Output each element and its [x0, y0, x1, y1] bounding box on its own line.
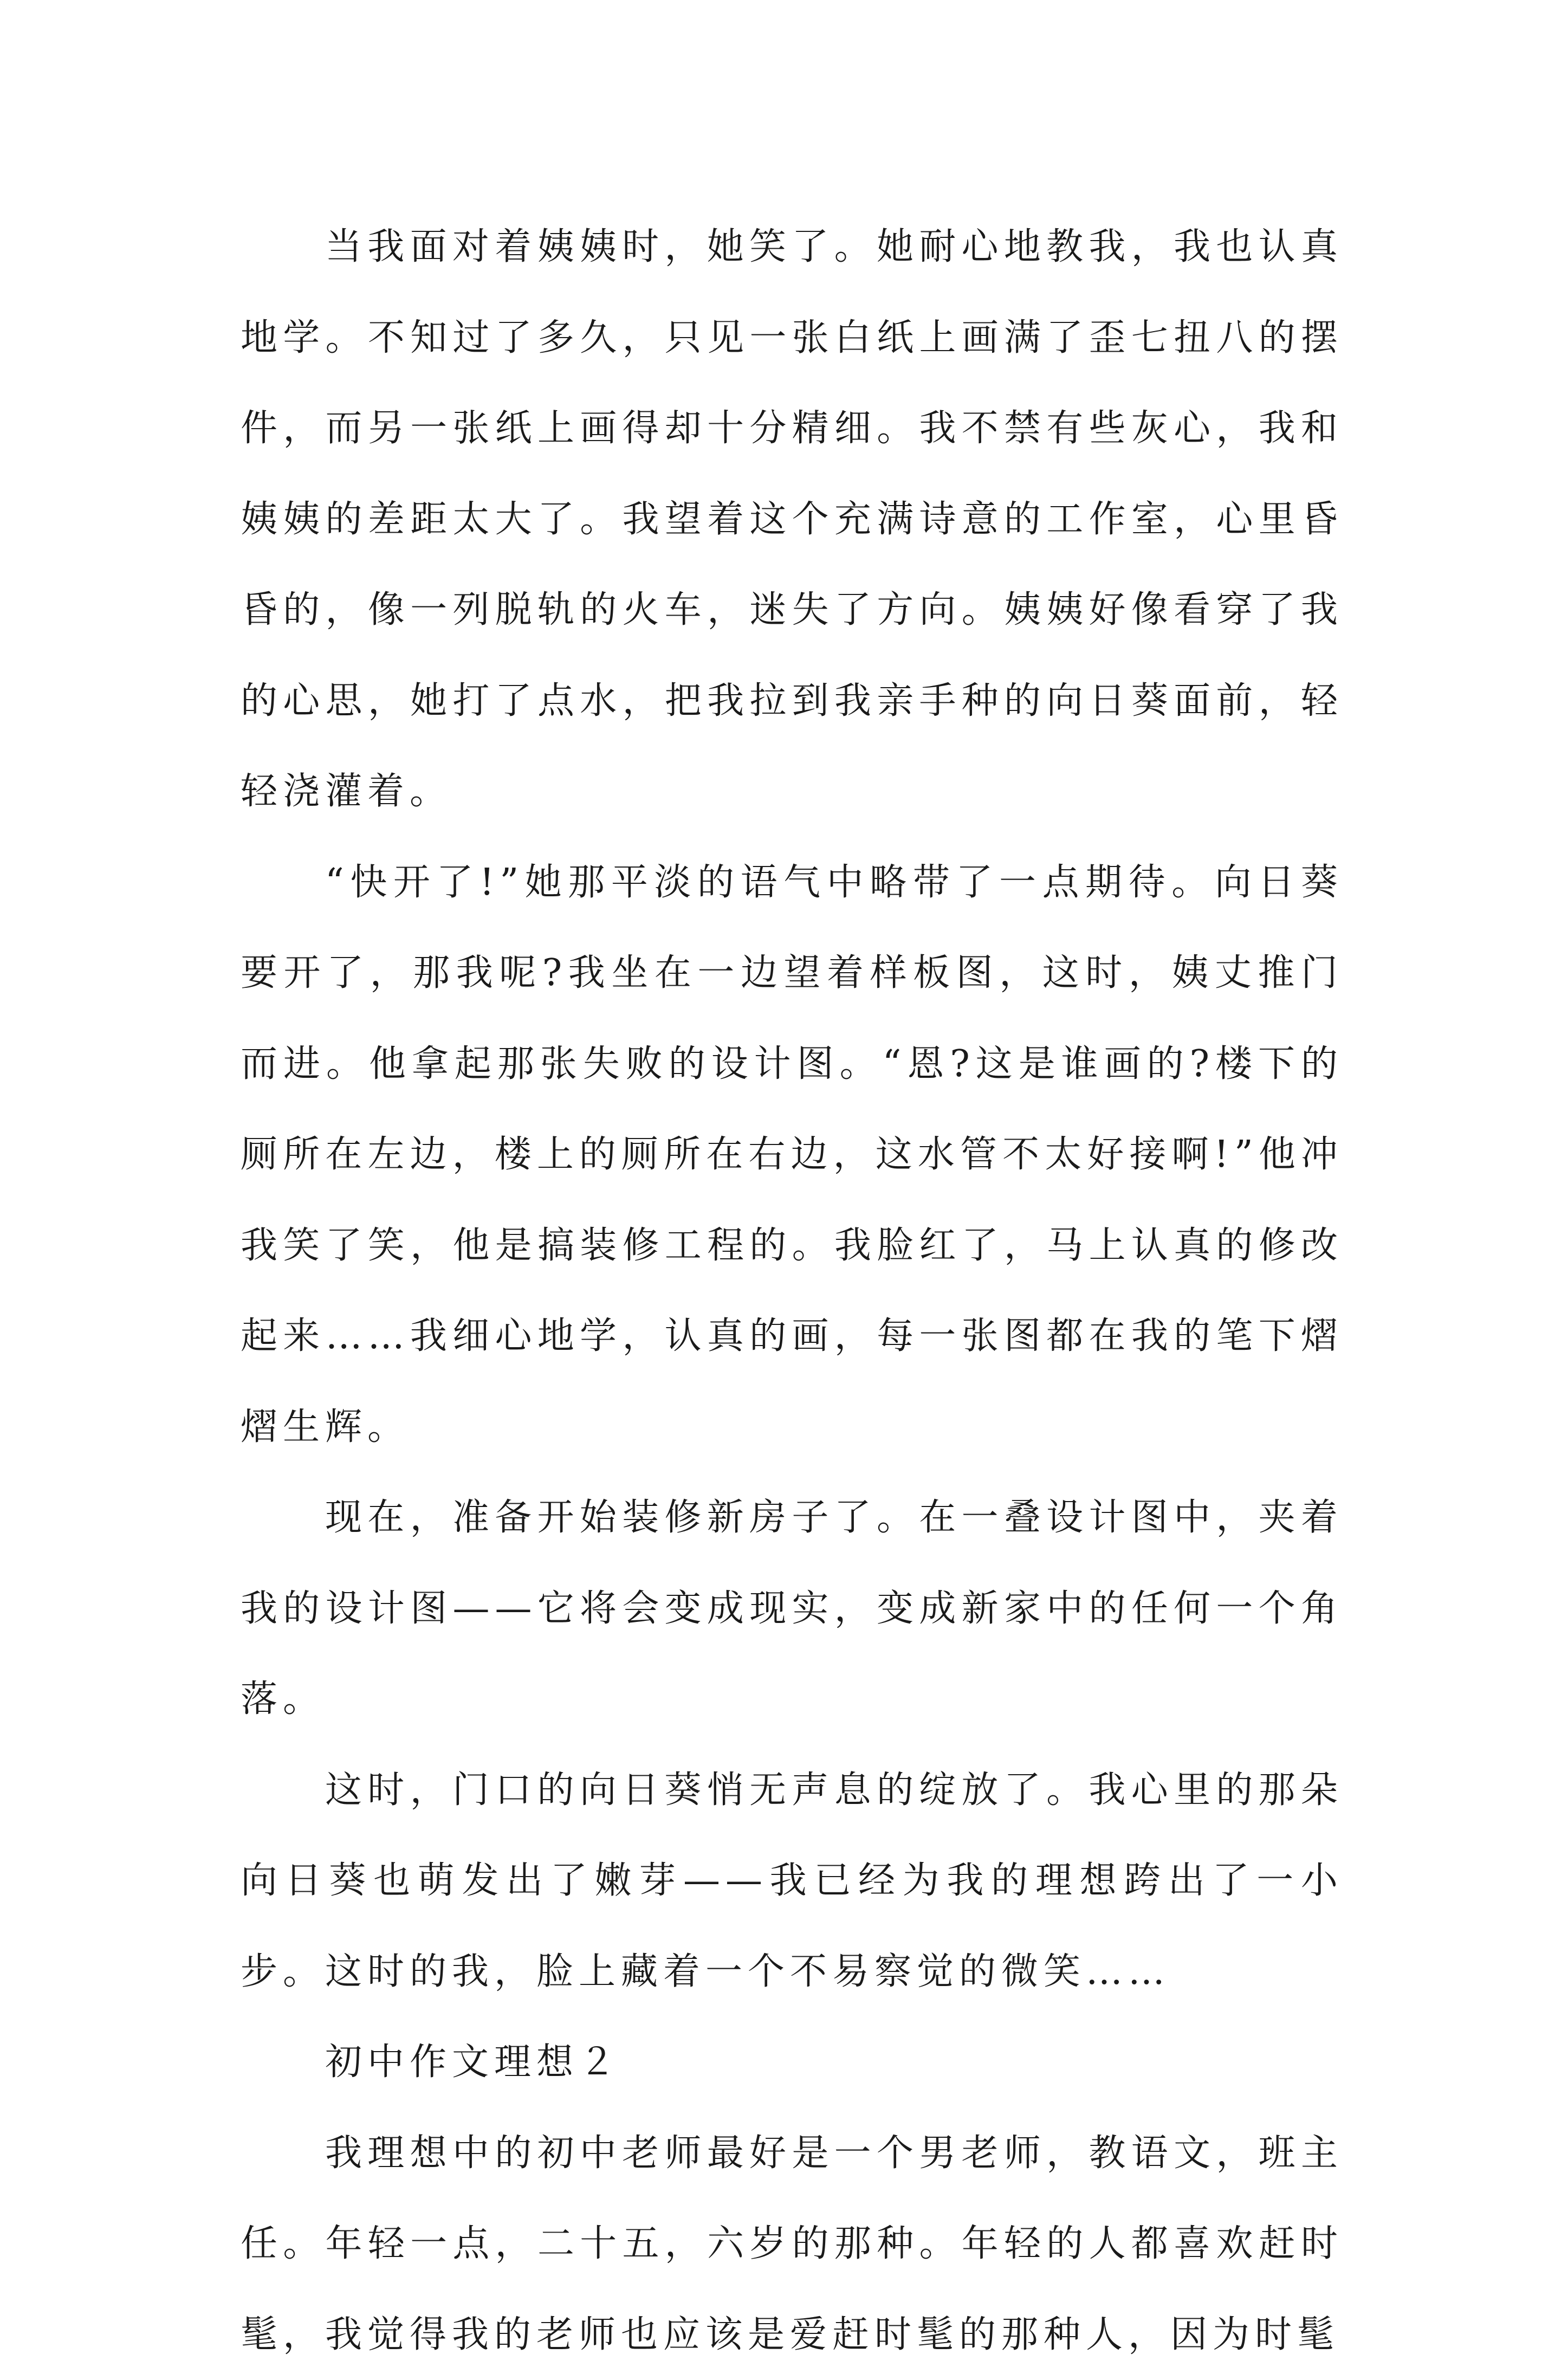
body-text [241, 202, 1343, 2380]
paragraph-4: 这时，门口的向日葵悄无声息的绽放了。我心里的那朵向日葵也萌发出了嫩芽——我已经为我的理想跨出了一小步。这时的我，脸上藏着一个不易察觉的微笑…… [241, 1745, 1343, 2017]
paragraph-2: “快开了!”她那平淡的语气中略带了一点期待。向日葵要开了，那我呢?我坐在一边望着样板图，这时，姨丈推门而进。他拿起那张失败的设计图。“恩?这是谁画的?楼下的厕所在左边，楼上的厕所在右边，这水管不太好接啊!”他冲我笑了笑，他是搞装修工程的。我脸红了，马上认真的修改起来……我细心地学，认真的画，每一张图都在我的笔下熠熠生辉。 [241, 837, 1343, 1473]
paragraph-1: 当我面对着姨姨时，她笑了。她耐心地教我，我也认真地学。不知过了多久，只见一张白纸上画满了歪七扭八的摆件，而另一张纸上画得却十分精细。我不禁有些灰心，我和姨姨的差距太大了。我望着这个充满诗意的工作室，心里昏昏的，像一列脱轨的火车，迷失了方向。姨姨好像看穿了我的心思，她打了点水，把我拉到我亲手种的向日葵面前，轻轻浇灌着。 [241, 202, 1343, 837]
paragraph-5: 我理想中的初中老师最好是一个男老师，教语文，班主任。年轻一点，二十五，六岁的那种。年轻的人都喜欢赶时髦，我觉得我的老师也应该是爱赶时髦的那种人，因为时髦 [241, 2108, 1343, 2380]
section-heading: 初中作文理想２ [241, 2017, 1343, 2108]
paragraph-3: 现在，准备开始装修新房子了。在一叠设计图中，夹着我的设计图——它将会变成现实，变成新家中的任何一个角落。 [241, 1472, 1343, 1745]
